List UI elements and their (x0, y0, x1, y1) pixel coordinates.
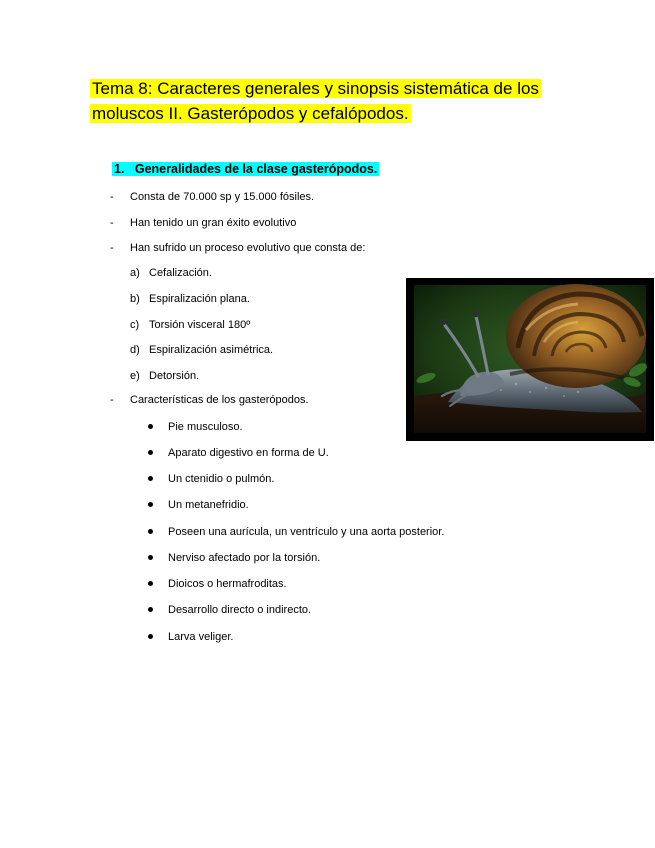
dash-marker: - (110, 394, 114, 406)
list-item: Consta de 70.000 sp y 15.000 fósiles. (130, 191, 315, 203)
bullet-icon (148, 581, 153, 586)
page-title (90, 76, 560, 126)
list-item: Un ctenidio o pulmón. (168, 473, 275, 485)
snail-photo (406, 278, 654, 441)
bullet-icon (148, 634, 153, 639)
step-letter: a) (130, 267, 140, 279)
section-heading (112, 160, 379, 178)
bullet-icon (148, 424, 153, 429)
step-text: Detorsión. (149, 370, 200, 382)
title-line-1: Tema 8: Caracteres generales y sinopsis sistemática de los (92, 79, 539, 98)
list-item: Desarrollo directo o indirecto. (168, 604, 312, 616)
characteristics-heading: Características de los gasterópodos. (130, 394, 309, 406)
section-heading-text: Generalidades de la clase gasterópodos. (134, 162, 378, 176)
bullet-icon (148, 607, 153, 612)
list-item: Pie musculoso. (168, 421, 243, 433)
section-number: 1. (114, 162, 125, 176)
list-item: Un metanefridio. (168, 499, 249, 511)
dash-marker: - (110, 242, 114, 254)
step-text: Espiralización plana. (149, 293, 250, 305)
step-text: Espiralización asimétrica. (149, 344, 274, 356)
list-item: Nerviso afectado por la torsión. (168, 552, 321, 564)
step-letter: e) (130, 370, 140, 382)
title-line-2: moluscos II. Gasterópodos y cefalópodos. (92, 104, 409, 123)
list-item: Poseen una aurícula, un ventrículo y una aorta posterior. (168, 526, 445, 538)
step-letter: c) (130, 319, 140, 331)
list-item: Larva veliger. (168, 631, 234, 643)
bullet-icon (148, 476, 153, 481)
list-item: Dioicos o hermafroditas. (168, 578, 287, 590)
step-text: Torsión visceral 180º (149, 319, 251, 331)
step-letter: d) (130, 344, 140, 356)
list-item: Han sufrido un proceso evolutivo que consta de: (130, 242, 366, 254)
bullet-icon (148, 450, 153, 455)
bullet-icon (148, 529, 153, 534)
list-item: Aparato digestivo en forma de U. (168, 447, 329, 459)
dash-marker: - (110, 217, 114, 229)
list-item: Han tenido un gran éxito evolutivo (130, 217, 297, 229)
bullet-icon (148, 502, 153, 507)
bullet-icon (148, 555, 153, 560)
step-letter: b) (130, 293, 140, 305)
dash-marker: - (110, 191, 114, 203)
step-text: Cefalización. (149, 267, 212, 279)
